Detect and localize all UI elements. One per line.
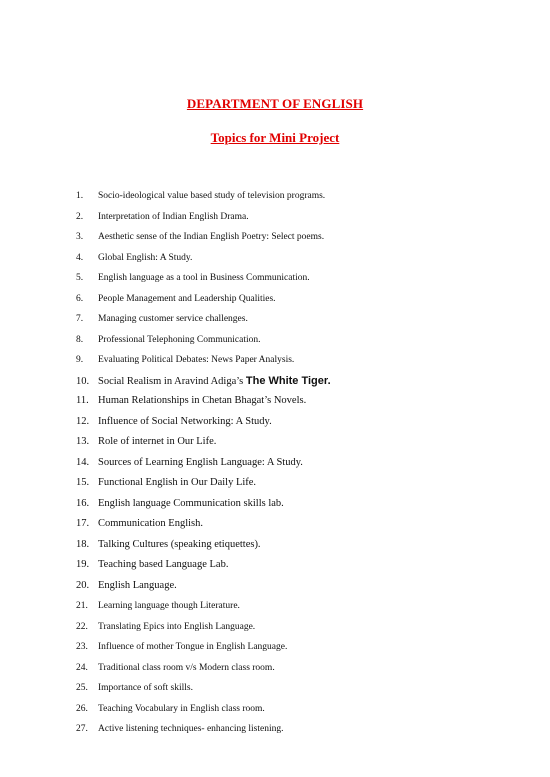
list-item xyxy=(76,289,516,310)
topic-list xyxy=(76,186,516,740)
list-item xyxy=(76,596,516,617)
item-number: 13. xyxy=(76,436,90,447)
item-number: 21. xyxy=(76,601,88,611)
item-number: 23. xyxy=(76,642,88,652)
list-item xyxy=(76,617,516,638)
item-text: Importance of soft skills. xyxy=(98,683,193,693)
item-text: Interpretation of Indian English Drama. xyxy=(98,211,249,222)
item-text: Global English: A Study. xyxy=(98,252,193,263)
list-item xyxy=(76,391,516,412)
item-text: Aesthetic sense of the Indian English Poetry: Select poems. xyxy=(98,232,325,242)
item-number: 11. xyxy=(76,395,89,406)
item-text: English language as a tool in Business Communication. xyxy=(98,273,310,283)
item-number: 6. xyxy=(76,293,84,304)
item-number: 18. xyxy=(76,538,90,550)
list-item xyxy=(76,473,516,494)
list-item xyxy=(76,412,516,433)
item-number: 2. xyxy=(76,211,84,222)
item-text: Talking Cultures (speaking etiquettes). xyxy=(98,538,261,550)
item-text: Sources of Learning English Language: A Study. xyxy=(98,456,303,468)
item-number: 7. xyxy=(76,314,84,324)
item-text: Socio-ideological value based study of television programs. xyxy=(98,191,326,201)
list-item xyxy=(76,309,516,330)
list-item xyxy=(76,535,516,556)
item-number: 10. xyxy=(76,375,90,387)
list-item xyxy=(76,658,516,679)
list-item xyxy=(76,350,516,371)
item-number: 20. xyxy=(76,579,90,591)
item-number: 14. xyxy=(76,456,90,468)
book-title: The White Tiger. xyxy=(245,374,331,387)
item-text: Managing customer service challenges. xyxy=(98,314,248,324)
list-item xyxy=(76,371,516,392)
list-item xyxy=(76,207,516,228)
item-number: 24. xyxy=(76,662,88,673)
department-title: DEPARTMENT OF ENGLISH xyxy=(186,96,364,111)
list-item xyxy=(76,330,516,351)
item-number: 15. xyxy=(76,477,90,488)
item-number: 8. xyxy=(76,334,84,345)
list-item xyxy=(76,576,516,597)
list-item xyxy=(76,719,516,740)
list-item xyxy=(76,432,516,453)
item-number: 19. xyxy=(76,559,90,570)
list-item xyxy=(76,555,516,576)
item-number: 26. xyxy=(76,703,88,714)
item-number: 16. xyxy=(76,497,90,509)
list-item xyxy=(76,227,516,248)
item-text: Influence of Social Networking: A Study. xyxy=(98,415,272,427)
item-text: Human Relationships in Chetan Bhagat’s Novels. xyxy=(98,395,307,406)
item-text: Translating Epics into English Language. xyxy=(98,621,256,632)
list-item xyxy=(76,268,516,289)
item-text: Influence of mother Tongue in English Language. xyxy=(98,642,288,652)
item-number: 17. xyxy=(76,518,90,529)
item-text: English Language. xyxy=(98,579,177,591)
list-item xyxy=(76,514,516,535)
item-text: Social Realism in Aravind Adiga’s xyxy=(98,375,246,387)
page-subtitle: Topics for Mini Project xyxy=(210,130,340,145)
item-text: Evaluating Political Debates: News Paper Analysis. xyxy=(98,355,295,365)
item-text: Learning language though Literature. xyxy=(98,601,240,611)
item-number: 5. xyxy=(76,273,84,283)
item-number: 22. xyxy=(76,621,88,632)
item-text: English language Communication skills lab. xyxy=(98,497,284,509)
item-number: 4. xyxy=(76,252,84,263)
item-text: People Management and Leadership Qualities. xyxy=(98,293,276,304)
list-item xyxy=(76,678,516,699)
item-text: Traditional class room v/s Modern class room. xyxy=(98,662,275,673)
list-item xyxy=(76,637,516,658)
item-number: 1. xyxy=(76,191,84,201)
item-number: 9. xyxy=(76,355,84,365)
item-number: 3. xyxy=(76,232,84,242)
item-text: Professional Telephoning Communication. xyxy=(98,334,261,345)
item-text: Role of internet in Our Life. xyxy=(98,436,217,447)
item-text: Communication English. xyxy=(98,518,203,529)
list-item xyxy=(76,494,516,515)
item-number: 12. xyxy=(76,415,90,427)
item-number: 25. xyxy=(76,683,88,693)
item-number: 27. xyxy=(76,724,88,734)
item-text: Teaching based Language Lab. xyxy=(98,559,229,570)
list-item xyxy=(76,186,516,207)
item-text: Teaching Vocabulary in English class room. xyxy=(98,703,265,714)
item-text: Functional English in Our Daily Life. xyxy=(98,477,257,488)
list-item xyxy=(76,248,516,269)
item-text: Active listening techniques- enhancing listening. xyxy=(98,724,284,734)
list-item xyxy=(76,699,516,720)
list-item xyxy=(76,453,516,474)
